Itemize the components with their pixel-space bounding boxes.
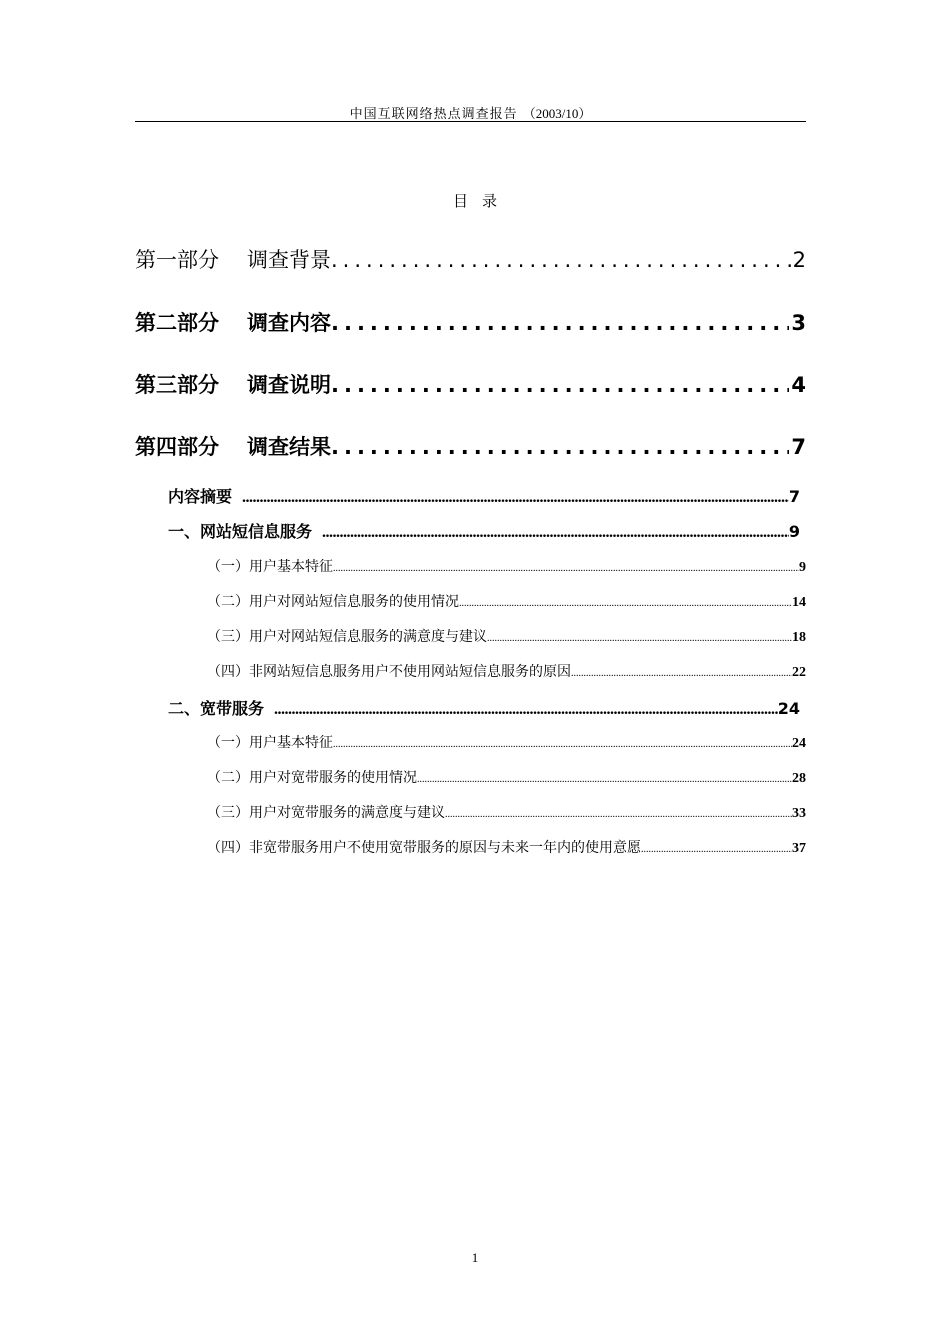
toc-page-number: 28 <box>792 771 806 786</box>
toc-page-number: 22 <box>792 665 806 680</box>
toc-page-number: 2 <box>792 248 806 272</box>
toc-leader <box>331 435 789 459</box>
page-number: 1 <box>471 1250 479 1265</box>
toc-item[interactable] <box>207 556 806 576</box>
toc-item-title: （一）用户基本特征 <box>207 735 333 751</box>
toc-page-number: 4 <box>791 373 806 397</box>
toc-part-number: 第二部分 <box>135 311 219 335</box>
toc-item-title: （一）用户基本特征 <box>207 559 333 575</box>
toc-item-title: （四）非网站短信息服务用户不使用网站短信息服务的原因 <box>207 664 571 680</box>
toc-leader <box>459 598 792 609</box>
toc-page-number: 7 <box>791 435 806 459</box>
toc-section-broadband[interactable] <box>168 696 800 719</box>
toc-leader <box>331 373 789 397</box>
toc-page-number: 9 <box>799 560 806 575</box>
toc-leader <box>417 774 792 785</box>
header-rule <box>135 121 806 122</box>
toc-item[interactable] <box>207 802 806 822</box>
toc-item-title: （四）非宽带服务用户不使用宽带服务的原因与未来一年内的使用意愿 <box>207 840 641 856</box>
toc-part-1[interactable] <box>135 244 806 274</box>
toc-leader <box>571 668 792 679</box>
toc-page-number: 3 <box>791 311 806 335</box>
toc-leader <box>274 701 778 719</box>
toc-item[interactable] <box>207 626 806 646</box>
toc-page-number: 24 <box>792 736 806 751</box>
toc-leader <box>333 739 792 750</box>
toc-part-title: 调查内容 <box>247 311 331 335</box>
toc-item-title: （三）用户对宽带服务的满意度与建议 <box>207 805 445 821</box>
toc-part-number: 第三部分 <box>135 373 219 397</box>
toc-page-number: 18 <box>792 630 806 645</box>
toc-item[interactable] <box>207 732 806 752</box>
toc-item[interactable] <box>207 591 806 611</box>
toc-section-title: 二、宽带服务 <box>168 699 265 718</box>
toc-section-summary[interactable] <box>168 484 800 507</box>
toc-section-sms[interactable] <box>168 519 800 542</box>
toc-page-number: 33 <box>792 806 806 821</box>
toc-title: 目录 <box>452 192 511 210</box>
toc-section-title: 一、网站短信息服务 <box>168 522 313 541</box>
toc-item-title: （二）用户对宽带服务的使用情况 <box>207 770 417 786</box>
header-year: （2003/10） <box>522 106 592 121</box>
toc-leader <box>333 563 799 574</box>
toc-leader <box>445 809 792 820</box>
toc-page-number: 24 <box>777 699 800 718</box>
toc-part-title: 调查说明 <box>247 373 331 397</box>
toc-part-title: 调查背景 <box>247 248 331 272</box>
toc-item[interactable] <box>207 767 806 787</box>
toc-page-number: 7 <box>788 487 800 506</box>
toc-part-number: 第四部分 <box>135 435 219 459</box>
toc-page-number: 14 <box>792 595 806 610</box>
toc-page-number: 9 <box>788 522 800 541</box>
toc-part-3[interactable] <box>135 369 806 399</box>
toc-leader <box>641 844 792 855</box>
toc-leader <box>487 633 792 644</box>
page-header <box>135 103 806 122</box>
toc-leader <box>331 248 791 272</box>
toc-item-title: （二）用户对网站短信息服务的使用情况 <box>207 594 459 610</box>
toc-part-title: 调查结果 <box>247 435 331 459</box>
toc-part-number: 第一部分 <box>135 248 219 272</box>
toc-part-4[interactable] <box>135 431 806 461</box>
toc-leader <box>331 311 789 335</box>
toc-leader <box>322 524 789 542</box>
toc-item-title: （三）用户对网站短信息服务的满意度与建议 <box>207 629 487 645</box>
toc-item[interactable] <box>207 837 806 857</box>
toc-section-title: 内容摘要 <box>168 487 233 506</box>
toc-part-2[interactable] <box>135 307 806 337</box>
toc-item[interactable] <box>207 661 806 681</box>
toc-page-number: 37 <box>792 841 806 856</box>
toc-leader <box>242 489 789 507</box>
header-title: 中国互联网络热点调查报告 <box>349 107 518 122</box>
